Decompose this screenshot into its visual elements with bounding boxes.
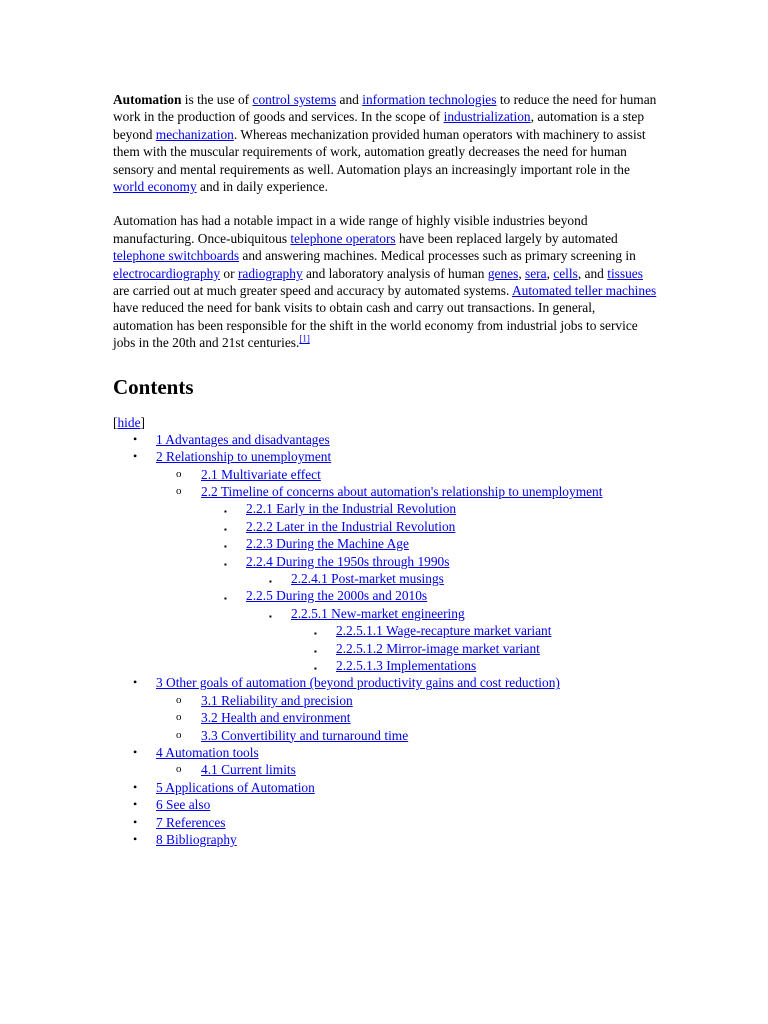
link-control-systems[interactable]: control systems	[252, 92, 337, 107]
toc-item	[113, 727, 658, 744]
toc-item	[113, 587, 658, 604]
toc-link[interactable]: 2 Relationship to unemployment	[156, 449, 332, 465]
article-body	[113, 91, 658, 848]
toc-link[interactable]: 2.2 Timeline of concerns about automation's relationship to unemployment	[201, 483, 603, 499]
toc-item	[113, 831, 658, 848]
bullet-icon: •	[133, 449, 138, 464]
toc-link[interactable]: 4 Automation tools	[156, 745, 259, 760]
toc-link[interactable]: 8 Bibliography	[156, 832, 237, 848]
toc-link[interactable]: 6 See also	[156, 797, 211, 813]
bullet-icon: o	[176, 693, 182, 706]
toc-link[interactable]: 2.2.5.1.3 Implementations	[336, 657, 477, 673]
toc-link[interactable]: 3.1 Reliability and precision	[201, 692, 353, 708]
bullet-icon: o	[176, 763, 182, 776]
toc-link[interactable]: 7 References	[156, 814, 226, 830]
text-run: or	[220, 265, 238, 281]
text-run: , and	[577, 265, 608, 281]
link-tissues[interactable]: tissues	[607, 265, 643, 281]
toc-link[interactable]: 2.2.3 During the Machine Age	[246, 536, 409, 552]
toc-link[interactable]: 2.2.5.1.2 Mirror-image market variant	[336, 640, 540, 656]
bullet-icon: o	[176, 484, 182, 497]
bullet-icon: •	[133, 745, 138, 759]
bullet-icon: ▪	[224, 524, 227, 534]
bullet-icon: ▪	[224, 542, 227, 552]
toc-link[interactable]: 3 Other goals of automation (beyond productivity gains and cost reduction)	[156, 675, 560, 691]
toggle-bracket-open: [	[113, 414, 118, 430]
bullet-icon: ▪	[314, 663, 317, 673]
link-electrocardiography[interactable]: electrocardiography	[113, 265, 221, 281]
link-world-economy[interactable]: world economy	[113, 179, 197, 195]
link-industrialization[interactable]: industrialization	[443, 109, 531, 125]
toc-link[interactable]: 2.1 Multivariate effect	[201, 466, 321, 482]
toc-item	[113, 483, 658, 500]
toc-link[interactable]: 2.2.4.1 Post-market musings	[291, 570, 444, 586]
toc-link[interactable]: 2.2.4 During the 1950s through 1990s	[246, 553, 450, 569]
toc-item	[113, 535, 658, 552]
link-information-technologies[interactable]: information technologies	[362, 92, 497, 107]
text-run: have been replaced largely by automated	[395, 230, 618, 246]
bullet-icon: •	[133, 779, 138, 794]
text-run: Automation has had a notable impact in a wide range of highly visible industries beyond manufacturing. Once-ubiquitous	[113, 213, 588, 246]
toc-item	[113, 431, 658, 448]
text-run: is the use of	[181, 92, 253, 107]
link-radiography[interactable]: radiography	[237, 265, 303, 281]
toc-link[interactable]: 4.1 Current limits	[201, 762, 296, 778]
text-run: ,	[518, 265, 526, 281]
term-automation: Automation	[113, 92, 182, 107]
table-of-contents	[113, 431, 658, 849]
toc-item	[113, 518, 658, 535]
toc-item	[113, 779, 658, 796]
toc-item	[113, 622, 658, 639]
toc-item	[113, 744, 658, 761]
toc-item	[113, 692, 658, 709]
link-automated-teller-machines[interactable]: Automated teller machines	[511, 283, 657, 299]
bullet-icon: o	[176, 467, 182, 480]
toc-item	[113, 448, 658, 465]
text-run: and laboratory analysis of human	[302, 265, 488, 281]
text-run: and answering machines. Medical processes such as primary screening in	[239, 248, 636, 264]
toc-link[interactable]: 2.2.5 During the 2000s and 2010s	[246, 588, 428, 604]
toc-link[interactable]: 2.2.5.1.1 Wage-recapture market variant	[336, 623, 552, 639]
toc-item	[113, 674, 658, 691]
toc-item	[113, 570, 658, 587]
reference-link-1[interactable]: [1]	[299, 333, 310, 344]
toc-item	[113, 709, 658, 726]
toc-item	[113, 553, 658, 570]
toggle-bracket-close: ]	[140, 414, 145, 430]
link-sera[interactable]: sera	[525, 265, 547, 281]
text-run: are carried out at much greater speed and accuracy by automated systems.	[113, 283, 512, 299]
bullet-icon: ▪	[224, 507, 227, 517]
contents-heading: Contents	[113, 374, 194, 399]
toc-item	[113, 500, 658, 517]
link-telephone-switchboards[interactable]: telephone switchboards	[113, 248, 240, 264]
intro-paragraph-1	[113, 91, 658, 195]
text-run: , automation is a step beyond	[113, 109, 645, 142]
link-telephone-operators[interactable]: telephone operators	[290, 230, 396, 246]
toc-link[interactable]: 5 Applications of Automation	[156, 779, 315, 795]
toc-link[interactable]: 2.2.2 Later in the Industrial Revolution	[246, 518, 456, 534]
toc-link[interactable]: 2.2.1 Early in the Industrial Revolution	[246, 501, 457, 517]
bullet-icon: o	[176, 711, 182, 724]
toc-link[interactable]: 2.2.5.1 New-market engineering	[291, 605, 465, 621]
bullet-icon: ▪	[224, 594, 227, 604]
bullet-icon: ▪	[224, 559, 227, 569]
bullet-icon: •	[133, 431, 138, 446]
bullet-icon: ▪	[314, 646, 317, 656]
bullet-icon: o	[176, 728, 182, 741]
text-run: and in daily experience.	[196, 179, 328, 195]
text-run: have reduced the need for bank visits to obtain cash and carry out transactions. In general, automation has been responsible for the shift in the world economy from industrial jobs to service jobs in the 20th and 21st centuries.	[113, 300, 638, 351]
link-cells[interactable]: cells	[553, 265, 578, 281]
toc-hide-link[interactable]: hide	[117, 414, 141, 430]
text-run: and	[336, 92, 363, 107]
toc-link[interactable]: 3.3 Convertibility and turnaround time	[201, 727, 409, 743]
link-mechanization[interactable]: mechanization	[155, 126, 234, 142]
bullet-icon: ▪	[314, 629, 317, 639]
toc-item	[113, 761, 658, 778]
toc-item	[113, 814, 658, 831]
toc-toggle	[113, 414, 658, 431]
toc-item	[113, 466, 658, 483]
text-run: to reduce the need for human work in the production of goods and services. In the scope of	[113, 92, 657, 125]
toc-item	[113, 605, 658, 622]
toc-item	[113, 796, 658, 813]
bullet-icon: ▪	[269, 576, 272, 586]
bullet-icon: •	[133, 832, 138, 847]
bullet-icon: •	[133, 675, 138, 690]
bullet-icon: •	[133, 814, 138, 829]
bullet-icon: ▪	[269, 611, 272, 621]
intro-paragraph-2	[113, 212, 658, 351]
toc-link[interactable]: 1 Advantages and disadvantages	[156, 431, 330, 447]
text-run: . Whereas mechanization provided human operators with machinery to assist them with the muscular requirements of work, automation greatly decreases the need for human sensory and mental requirements as well. Automation plays an increasingly important role in the	[113, 126, 646, 177]
toc-link[interactable]: 3.2 Health and environment	[201, 710, 351, 726]
toc-item	[113, 640, 658, 657]
bullet-icon: •	[133, 797, 138, 812]
link-genes[interactable]: genes	[487, 265, 519, 281]
text-run: ,	[546, 265, 554, 281]
toc-item	[113, 657, 658, 674]
